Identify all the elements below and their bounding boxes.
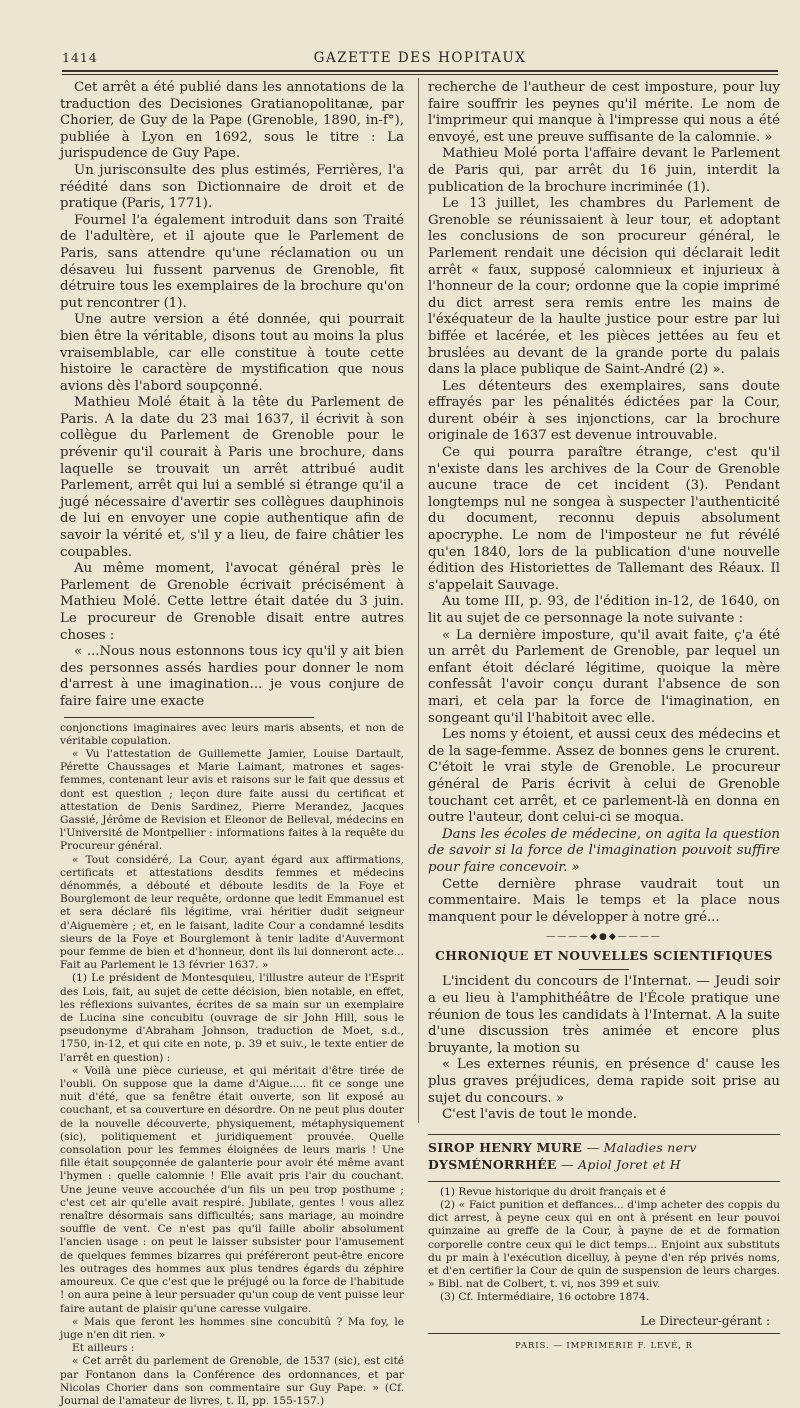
advertisement	[428, 1134, 780, 1173]
paragraph: Mathieu Molé porta l'affaire devant le Parlement de Paris qui, par arrêt du 16 juin, interdit la publication de la brochure incriminée (1).	[428, 146, 780, 195]
page-number: 1414	[62, 50, 98, 65]
paragraph: Au même moment, l'avocat général près le Parlement de Grenoble écrivait précisément à Mathieu Molé. Cette lettre était datée du 3 juin. Le procureur de Grenoble disait entre autres choses :	[60, 561, 404, 643]
chronique-paragraph: « Les externes réunis, en présence d' cause les plus graves préjudices, dema rapide soit prise au sujet du concours. »	[428, 1057, 780, 1106]
paragraph: Un jurisconsulte des plus estimés, Ferrières, l'a réédité dans son Dictionnaire de droit et de pratique (Paris, 1771).	[60, 162, 404, 212]
chronique-paragraph: C'est l'avis de tout le monde.	[442, 1107, 637, 1123]
printer-imprint: PARIS. — IMPRIMERIE F. LEVÉ, R	[428, 1333, 780, 1354]
right-column	[428, 80, 780, 1354]
paragraph: Les noms y étoient, et aussi ceux des médecins et de la sage-femme. Assez de bonnes gens le crurent. C'étoit le vrai style de Grenoble. Le procureur général de Paris écrivit à celui de Grenoble touchant cet arrêt, et ce parlement-là en donna en outre l'auteur, dont celui-ci se moqua.	[428, 727, 780, 826]
footnote: (2) « Faict punition et deffances... d'imp acheter des coppis du dict arrest, à peyne ceux qui en ont à présent en leur pouvoi quinzaine au greffe de la Cour, à payne de et de formation corporelle contre ceux qui le dict temps... Enjoint aux substituts du pr main à l'exécution dicelluy, à peyne d'en rép privés noms, et d'en certifier la Cour de quin de suspension de leurs charges. » Bibl. nat de Colbert, t. vi, nos 399 et suiv.	[428, 1199, 780, 1291]
footnote: « Tout considéré, La Cour, ayant égard aux affirmations, certificats et attestations desdits femmes et médecins dénommés, a débouté et déboute lesdits de la Foye et Bourglemont de leur requête, ordonne que ledit Emmanuel est et sera déclaré fils légitime, vrai héritier dudit seigneur d'Aiguemère ; et, en le faisant, ladite Cour a condamné lesdits sieurs de la Foye et Bourglemont à tenir ladite d'Auvermont pour femme de bien et d'honneur, dont ils lui donneront acte... Fait au Parlement le 13 février 1637. »	[60, 853, 404, 972]
header-rule	[62, 70, 778, 75]
paragraph: Une autre version a été donnée, qui pourrait bien être la véritable, disons tout au moins la plus vraisemblable, car elle constitue à toute cette histoire le caractère de mystification que nous avions dès l'abord soupçonné.	[60, 312, 404, 394]
footnote-rule	[428, 1181, 780, 1182]
advert-description: — Maladies nerv	[586, 1139, 697, 1155]
footnote: Et ailleurs :	[72, 1342, 135, 1355]
paragraph: « ...Nous nous estonnons tous icy qu'il y ait bien des personnes assés hardies pour donner le nom d'arrest à une imagination... je vous conjure de faire faire une exacte	[60, 644, 404, 709]
footnotes	[60, 722, 404, 1408]
footnote: « Cet arrêt du parlement de Grenoble, de 1537 (sic), est cité par Fontanon dans la Conférence des ordonnances, et par Nicolas Chorier dans son commentaire sur Guy Pape. » (Cf. Journal de l'amateur de livres, t. II, pp. 155-157.)	[60, 1355, 404, 1407]
footnote: « Mais que feront les hommes sine concubitû ? Ma foy, le juge n'en dit rien. »	[60, 1315, 404, 1341]
paragraph: « La dernière imposture, qu'il avait faite, ç'a été un arrêt du Parlement de Grenoble, par lequel un enfant étoit déclaré légitime, quoique la mère confessât l'avoir conçu durant l'absence de son mari, et cela par la force de l'imagination, en songeant qu'il l'habitoit avec elle.	[428, 627, 780, 726]
paragraph: Le 13 juillet, les chambres du Parlement de Grenoble se réunissaient à leur tour, et adoptant les conclusions de son procureur général, le Parlement rendait une décision qui déclarait ledit arrêt « faux, supposé calomnieux et injurieux à l'honneur de la cour; ordonne que la copie imprimé du dict arrest sera remis entre les mains de l'éxéquateur de la haulte justice pour estre par lui biffée et lacérée, et les pièces jettées au feu et bruslées au devant de la grande porte du palais dans la place publique de Saint-André (2) ».	[428, 196, 780, 378]
chronique-paragraph: L'incident du concours de l'Internat. — Jeudi soir a eu lieu à l'amphithéâtre de l'École pratique une réunion de tous les candidats à l'Internat. A la suite d'une discussion très animée et encore plus bruyante, la motion su	[428, 974, 780, 1056]
advert-description: — Apiol Joret et H	[561, 1156, 681, 1172]
paragraph: Ce qui pourra paraître étrange, c'est qu'il n'existe dans les archives de la Cour de Grenoble aucune trace de cet incident (3). Pendant longtemps nul ne songea à suspecter l'authenticité du document, reconnu depuis absolument apocryphe. Le nom de l'imposteur ne fut révélé qu'en 1840, lors de la publication d'une nouvelle édition des Historiettes de Tallemant des Réaux. Il s'appelait Sauvage.	[428, 445, 780, 593]
footnote: (1) Revue historique du droit français et é	[440, 1185, 666, 1198]
paragraph: Mathieu Molé était à la tête du Parlement de Paris. A la date du 23 mai 1637, il écrivit à son collègue du Parlement de Grenoble pour le prévenir qu'il courait à Paris une brochure, dans laquelle se trouvait un arrêt attribué audit Parlement, arrêt qui lui a semblé si étrange qu'il a jugé nécessaire d'avertir ses collègues dauphinois de lui en envoyer une copie authentique afin de savoir la vérité et, s'il y a lieu, de faire châtier les coupables.	[60, 395, 404, 560]
footnote: « Voilà une pièce curieuse, et qui méritait d'être tirée de l'oubli. On suppose que la dame d'Aigue..... fit ce songe une nuit d'été, que sa fenêtre était ouverte, son lit exposé au couchant, et sa couverture en désordre. On ne peut plus douter de la nouvelle découverte, physiquement, métaphysiquement (sic), politiquement et juridiquement prouvée. Quelle consolation pour les femmes éloignées de leurs maris ! Une fille était soupçonnée de galanterie pour avoir été même avant l'hymen : quelle calomnie ! Elle avait pris l'air du couchant. Une jeune veuve accouchée d'un fils un peu trop posthume ; c'est cet air qu'elle avait respiré. Jubilate, gentes ! vous allez renaître désormais sans difficultés; sans mariage, au moindre souffle de vent. Ce n'est pas qu'il faille abolir absolument l'ancien usage : on peut le laisser subsister pour l'amusement de quelques femmes bizarres qui préféreront peut-être encore les outrages des hommes aux plus tendres égards du zéphire amoureux. Ce que c'est que le préjugé ou la force de l'habitude ! on aura peine à leur persuader qu'un coup de vent puisse leur faire autant de plaisir qu'une caresse vulgaire.	[60, 1064, 404, 1315]
section-heading-rule	[579, 969, 629, 970]
footnote: (3) Cf. Intermédiaire, 16 octobre 1874.	[440, 1291, 650, 1304]
advert-line	[428, 1156, 780, 1173]
column-divider	[418, 78, 419, 1123]
left-column	[60, 80, 404, 1408]
footnotes	[428, 1186, 780, 1305]
advert-product: DYSMÉNORRHÉE	[428, 1156, 557, 1172]
paragraph: Fournel l'a également introduit dans son Traité de l'adultère, et il ajoute que le Parlement de Paris, sans attendre qu'une réclamation ou un désaveu lui fussent parvenus de Grenoble, fit détruire tous les exemplaires de la brochure qu'on put rencontrer (1).	[60, 212, 404, 311]
advert-line	[428, 1139, 780, 1156]
paragraph: Cet arrêt a été publié dans les annotations de la traduction des Decisiones Gratianopolitanæ, par Chorier, de Guy de la Pape (Grenoble, 1890, in-f°), publiée à Lyon en 1692, sous le titre : La jurispudence de Guy Pape.	[60, 80, 404, 162]
journal-title: GAZETTE DES HOPITAUX	[313, 50, 527, 66]
paragraph: recherche de l'autheur de cest imposture, pour luy faire souffrir les peynes qu'il mérite. Le nom de l'imprimeur qui manque à l'impresse qui nous a été envoyé, est une preuve suffisante de la calomnie. »	[428, 80, 780, 145]
advert-product: SIROP HENRY MURE	[428, 1139, 583, 1155]
paragraph: Dans les écoles de médecine, on agita la question de savoir si la force de l'imagination pouvoit suffire pour faire concevoir. »	[428, 826, 780, 875]
page-header	[62, 46, 778, 68]
footnote: « Vu l'attestation de Guillemette Jamier, Louise Dartault, Pérette Chaussages et Marie Laimant, matrones et sages-femmes, contenant leur avis et raisons sur le fait que dessus et dont est question ; leçon dure faite aussi du certificat et attestation de Denis Sardinez, Pierre Merandez, Jacques Gassié, Jérôme de Revision et Eleonor de Belleval, médecins en l'Université de Montpellier : informations faites à la requête du Procureur général.	[60, 747, 404, 853]
paragraph: Cette dernière phrase vaudrait tout un commentaire. Mais le temps et la place nous manquent pour le développer à notre gré...	[428, 876, 780, 925]
paragraph: Au tome III, p. 93, de l'édition in-12, de 1640, on lit au sujet de ce personnage la note suivante :	[428, 594, 780, 626]
footnote: (1) Le président de Montesquieu, l'illustre auteur de l'Esprit des Lois, fait, au sujet de cette décision, bien notable, en effet, les réflexions suivantes, écrites de sa main sur un exemplaire de Lucina sine concubitu (ouvrage de sir John Hill, sous le pseudonyme d'Abraham Johnson, traduction de Moet, s.d., 1750, in-12, et qui cite en note, p. 39 et suiv., le texte entier de l'arrêt en question) :	[60, 972, 404, 1064]
footnote-rule	[64, 717, 314, 718]
director-signature-line: Le Directeur-gérant :	[640, 1313, 770, 1328]
paragraph: Les détenteurs des exemplaires, sans doute effrayés par les pénalités édictées par la Cour, durent obéir à ses injonctions, car la brochure originale de 1637 est devenue introuvable.	[428, 378, 780, 444]
footnote: conjonctions imaginaires avec leurs maris absents, et non de véritable copulation.	[60, 721, 404, 747]
section-heading: CHRONIQUE ET NOUVELLES SCIENTIFIQUES	[435, 948, 773, 963]
section-ornament: ————◆●◆————	[546, 932, 662, 943]
